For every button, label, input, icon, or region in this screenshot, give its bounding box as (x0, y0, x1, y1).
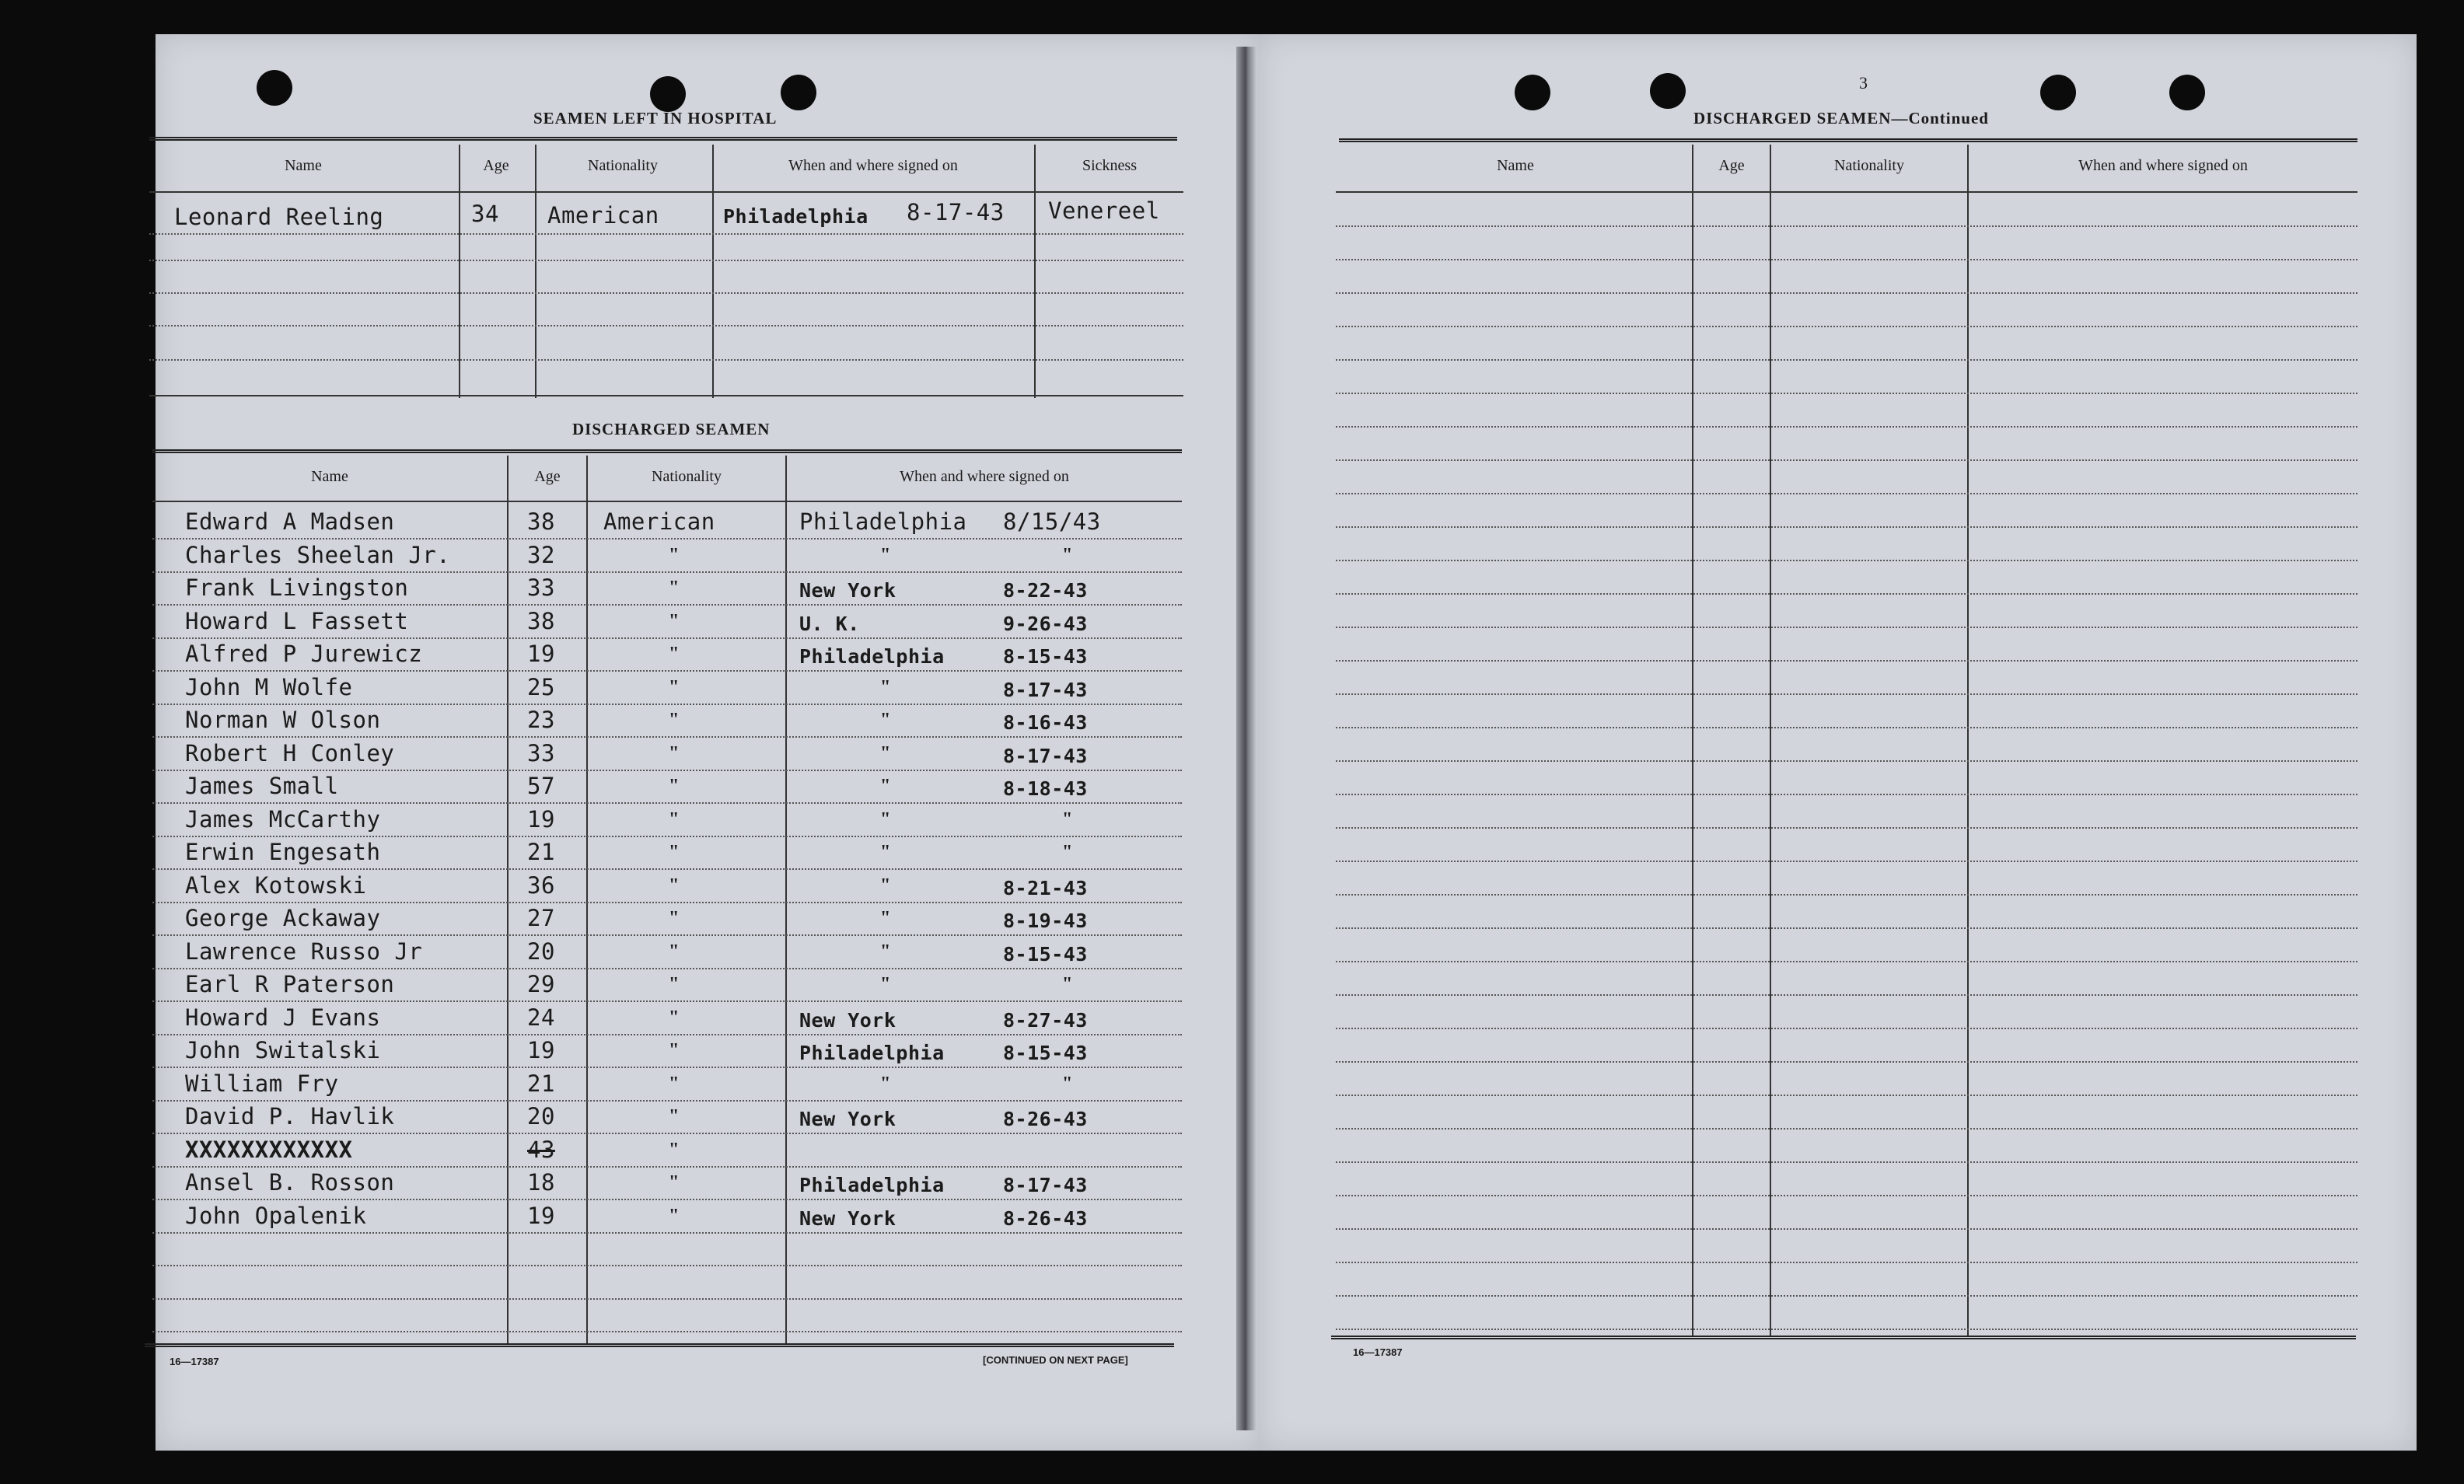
seaman-age: 36 (527, 871, 555, 899)
discharged-col-rule (507, 456, 509, 1343)
hospital-nationality: American (547, 202, 659, 229)
hospital-row-rule (149, 233, 1183, 235)
right-col-rule (1770, 145, 1771, 1336)
seaman-signed-on-place: Philadelphia (799, 645, 945, 668)
seaman-nationality: " (669, 842, 680, 862)
seaman-signed-on-date: " (1062, 842, 1073, 862)
seaman-signed-on-place: New York (799, 579, 896, 602)
discharged-col-rule (785, 456, 787, 1343)
seaman-nationality: " (669, 1040, 680, 1060)
seaman-nationality: " (669, 1073, 680, 1094)
right-row-rule (1336, 1228, 2357, 1230)
discharged-top-rule (152, 449, 1182, 453)
seaman-nationality: " (669, 742, 680, 763)
seaman-age: 32 (527, 541, 555, 568)
seaman-name: Lawrence Russo Jr (185, 938, 423, 965)
discharged-header-age: Age (534, 468, 561, 485)
seaman-signed-on-place: U. K. (799, 612, 860, 635)
right-col-rule (1692, 145, 1693, 1336)
seaman-signed-on-date: 8-15-43 (1003, 942, 1088, 965)
right-row-rule (1336, 1061, 2357, 1063)
seaman-signed-on-date: 8-18-43 (1003, 777, 1088, 800)
hospital-name: Leonard Reeling (174, 204, 384, 230)
discharged-row-rule (152, 538, 1182, 539)
seaman-name: William Fry (185, 1070, 339, 1097)
seaman-age: 19 (527, 805, 555, 833)
discharged-row-rule (152, 1232, 1182, 1234)
discharged-row-rule (152, 704, 1182, 705)
discharged-row-rule (152, 604, 1182, 606)
discharged-row-rule (152, 968, 1182, 969)
seaman-age: 43 (527, 1136, 555, 1163)
discharged-header-rule (152, 501, 1182, 502)
seaman-age: 20 (527, 938, 555, 965)
left-bottom-rule (145, 1343, 1174, 1347)
seaman-age: 23 (527, 707, 555, 733)
seaman-nationality: " (669, 1007, 680, 1028)
right-col-rule (1967, 145, 1969, 1336)
seaman-name: David P. Havlik (185, 1103, 395, 1130)
seaman-name: Robert H Conley (185, 739, 395, 766)
discharged-row-rule (152, 1067, 1182, 1068)
hospital-row-rule (149, 359, 1183, 361)
right-header-age: Age (1718, 157, 1745, 174)
seaman-age: 19 (527, 1202, 555, 1229)
seaman-name: Edward A Madsen (185, 508, 395, 535)
punch-hole (1650, 73, 1686, 109)
seaman-nationality: American (603, 508, 715, 535)
right-row-rule (1336, 727, 2357, 728)
seaman-nationality: " (669, 908, 680, 928)
seaman-nationality: " (669, 1106, 680, 1126)
seaman-name: John Switalski (185, 1037, 381, 1063)
discharged-row-rule (152, 1265, 1182, 1266)
hospital-date: 8-17-43 (907, 199, 1005, 225)
discharged-row-rule (152, 1298, 1182, 1300)
discharged-row-rule (152, 1034, 1182, 1035)
right-row-rule (1336, 459, 2357, 461)
discharged-row-rule (152, 902, 1182, 903)
right-row-rule (1336, 593, 2357, 595)
discharged-row-rule (152, 1199, 1182, 1200)
right-page (1258, 34, 2417, 1451)
seaman-age: 38 (527, 607, 555, 634)
seaman-signed-on-place: " (880, 1073, 891, 1094)
hospital-title: SEAMEN LEFT IN HOSPITAL (533, 109, 778, 127)
discharged-row-rule (152, 736, 1182, 738)
seaman-signed-on-place: Philadelphia (799, 508, 967, 535)
seaman-age: 18 (527, 1169, 555, 1196)
discharged-col-rule (586, 456, 588, 1343)
punch-hole (1515, 75, 1550, 110)
right-row-rule (1336, 927, 2357, 929)
punch-hole (650, 76, 686, 112)
seaman-age: 24 (527, 1004, 555, 1031)
right-row-rule (1336, 292, 2357, 294)
hospital-row-rule (149, 260, 1183, 261)
seaman-age: 29 (527, 971, 555, 997)
discharged-row-rule (152, 1166, 1182, 1168)
right-header-signed-on: When and where signed on (2078, 157, 2248, 174)
discharged-row-rule (152, 868, 1182, 870)
seaman-nationality: " (669, 544, 680, 565)
seaman-nationality: " (669, 941, 680, 962)
seaman-signed-on-date: 8-15-43 (1003, 1042, 1088, 1064)
seaman-nationality: " (669, 1205, 680, 1226)
seaman-signed-on-date: 8-15-43 (1003, 645, 1088, 668)
seaman-name: Howard J Evans (185, 1004, 381, 1031)
right-row-rule (1336, 393, 2357, 394)
seaman-name: Alfred P Jurewicz (185, 641, 423, 667)
seaman-signed-on-date: " (1062, 808, 1073, 829)
seaman-nationality: " (669, 676, 680, 697)
seaman-age: 21 (527, 839, 555, 865)
seaman-signed-on-place: " (880, 941, 891, 962)
hospital-header-signed-on: When and where signed on (788, 157, 958, 174)
hospital-bottom-rule (149, 395, 1183, 396)
seaman-signed-on-place: " (880, 808, 891, 829)
binding-gutter (1236, 47, 1256, 1430)
seaman-signed-on-date: 8-17-43 (1003, 744, 1088, 767)
seaman-signed-on-date: " (1062, 544, 1073, 565)
seaman-name: John M Wolfe (185, 673, 353, 700)
seaman-name: Earl R Paterson (185, 971, 395, 997)
seaman-name: Ansel B. Rosson (185, 1169, 395, 1196)
left-footer-form-number: 16—17387 (170, 1356, 219, 1367)
right-row-rule (1336, 660, 2357, 662)
seaman-signed-on-date: 8/15/43 (1003, 508, 1101, 535)
seaman-signed-on-place: Philadelphia (799, 1174, 945, 1196)
punch-hole (2169, 75, 2205, 110)
seaman-name: Howard L Fassett (185, 607, 409, 634)
discharged-header-nationality: Nationality (652, 468, 722, 485)
right-footer-form-number: 16—17387 (1353, 1346, 1403, 1358)
seaman-name: Alex Kotowski (185, 871, 367, 899)
punch-hole (257, 70, 292, 106)
right-row-rule (1336, 961, 2357, 962)
right-row-rule (1336, 827, 2357, 829)
seaman-signed-on-date: 8-16-43 (1003, 711, 1088, 734)
discharged-row-rule (152, 1000, 1182, 1002)
seaman-signed-on-date: 8-26-43 (1003, 1206, 1088, 1230)
hospital-row-rule (149, 325, 1183, 326)
seaman-name: James McCarthy (185, 805, 381, 833)
seaman-nationality: " (669, 808, 680, 829)
right-row-rule (1336, 627, 2357, 628)
seaman-name: George Ackaway (185, 905, 381, 931)
hospital-header-rule (149, 191, 1183, 193)
seaman-age: 33 (527, 739, 555, 766)
discharged-header-signed-on: When and where signed on (900, 468, 1069, 485)
seaman-signed-on-place: " (880, 742, 891, 763)
hospital-sickness: Venereel (1048, 197, 1160, 224)
seaman-signed-on-place: Philadelphia (799, 1042, 945, 1064)
seaman-signed-on-place: " (880, 842, 891, 862)
hospital-row-rule (149, 292, 1183, 294)
seaman-age: 21 (527, 1070, 555, 1097)
hospital-header-age: Age (483, 157, 509, 174)
seaman-signed-on-place: " (880, 875, 891, 896)
page-number: 3 (1859, 73, 1868, 93)
seaman-nationality: " (669, 1139, 680, 1160)
seaman-age: 25 (527, 673, 555, 700)
right-row-rule (1336, 760, 2357, 762)
right-row-rule (1336, 526, 2357, 528)
seaman-signed-on-place: New York (799, 1008, 896, 1032)
right-row-rule (1336, 1128, 2357, 1130)
discharged-title: DISCHARGED SEAMEN (572, 420, 771, 438)
seaman-signed-on-place: New York (799, 1206, 896, 1230)
seaman-age: 27 (527, 905, 555, 931)
continued-title: DISCHARGED SEAMEN—Continued (1693, 109, 1989, 127)
right-row-rule (1336, 1262, 2357, 1263)
seaman-signed-on-date: 8-22-43 (1003, 579, 1088, 602)
seaman-signed-on-date: 8-27-43 (1003, 1008, 1088, 1032)
seaman-age: 33 (527, 574, 555, 601)
right-row-rule (1336, 994, 2357, 996)
seaman-name: Erwin Engesath (185, 839, 381, 865)
seaman-nationality: " (669, 578, 680, 598)
hospital-place: Philadelphia (723, 205, 869, 228)
seaman-name: James Small (185, 773, 339, 799)
left-footer-continued: [CONTINUED ON NEXT PAGE] (983, 1354, 1128, 1366)
discharged-row-rule (152, 934, 1182, 936)
seaman-age: 20 (527, 1103, 555, 1130)
right-row-rule (1336, 1195, 2357, 1196)
right-top-rule (1339, 138, 2357, 142)
right-header-name: Name (1497, 157, 1534, 174)
seaman-nationality: " (669, 974, 680, 994)
seaman-signed-on-date: 8-17-43 (1003, 678, 1088, 701)
right-row-rule (1336, 326, 2357, 327)
hospital-age: 34 (471, 201, 499, 227)
seaman-signed-on-place: New York (799, 1108, 896, 1130)
seaman-signed-on-date: " (1062, 1073, 1073, 1094)
discharged-row-rule (152, 802, 1182, 804)
seaman-signed-on-date: 8-17-43 (1003, 1174, 1088, 1196)
discharged-row-rule (152, 1100, 1182, 1102)
discharged-row-rule (152, 1331, 1182, 1332)
hospital-top-rule (149, 137, 1177, 141)
hospital-header-sickness: Sickness (1082, 157, 1137, 174)
punch-hole (2040, 75, 2076, 110)
right-row-rule (1336, 259, 2357, 260)
seaman-nationality: " (669, 610, 680, 631)
seaman-age: 19 (527, 641, 555, 667)
seaman-signed-on-date: " (1062, 974, 1073, 994)
discharged-row-rule (152, 637, 1182, 639)
right-row-rule (1336, 426, 2357, 428)
right-header-rule (1336, 191, 2357, 193)
seaman-nationality: " (669, 644, 680, 664)
right-row-rule (1336, 894, 2357, 896)
discharged-row-rule (152, 670, 1182, 672)
hospital-header-nationality: Nationality (588, 157, 658, 174)
seaman-nationality: " (669, 1172, 680, 1192)
right-row-rule (1336, 493, 2357, 494)
hospital-header-name: Name (285, 157, 322, 174)
seaman-signed-on-place: " (880, 544, 891, 565)
seaman-name: XXXXXXXXXXXX (185, 1136, 353, 1163)
seaman-nationality: " (669, 710, 680, 730)
right-row-rule (1336, 1329, 2357, 1330)
right-row-rule (1336, 693, 2357, 695)
discharged-header-name: Name (311, 468, 348, 485)
right-row-rule (1336, 1161, 2357, 1163)
seaman-age: 38 (527, 508, 555, 535)
seaman-signed-on-place: " (880, 776, 891, 796)
seaman-nationality: " (669, 776, 680, 796)
right-row-rule (1336, 1095, 2357, 1096)
seaman-signed-on-date: 8-21-43 (1003, 876, 1088, 899)
right-row-rule (1336, 794, 2357, 795)
seaman-name: Norman W Olson (185, 707, 381, 733)
discharged-row-rule (152, 1133, 1182, 1134)
right-row-rule (1336, 359, 2357, 361)
seaman-signed-on-place: " (880, 974, 891, 994)
right-row-rule (1336, 1295, 2357, 1297)
seaman-name: John Opalenik (185, 1202, 367, 1229)
punch-hole (781, 75, 816, 110)
right-bottom-rule (1331, 1336, 2356, 1339)
seaman-signed-on-date: 9-26-43 (1003, 612, 1088, 635)
seaman-nationality: " (669, 875, 680, 896)
seaman-signed-on-place: " (880, 710, 891, 730)
seaman-signed-on-place: " (880, 676, 891, 697)
discharged-row-rule (152, 770, 1182, 771)
seaman-signed-on-date: 8-26-43 (1003, 1108, 1088, 1130)
discharged-row-rule (152, 571, 1182, 573)
right-row-rule (1336, 560, 2357, 561)
seaman-name: Frank Livingston (185, 574, 409, 601)
seaman-age: 19 (527, 1037, 555, 1063)
right-row-rule (1336, 225, 2357, 227)
seaman-name: Charles Sheelan Jr. (185, 541, 451, 568)
right-row-rule (1336, 1028, 2357, 1029)
seaman-signed-on-date: 8-19-43 (1003, 910, 1088, 932)
right-header-nationality: Nationality (1834, 157, 1904, 174)
seaman-age: 57 (527, 773, 555, 799)
discharged-row-rule (152, 836, 1182, 837)
seaman-signed-on-place: " (880, 908, 891, 928)
right-row-rule (1336, 861, 2357, 862)
